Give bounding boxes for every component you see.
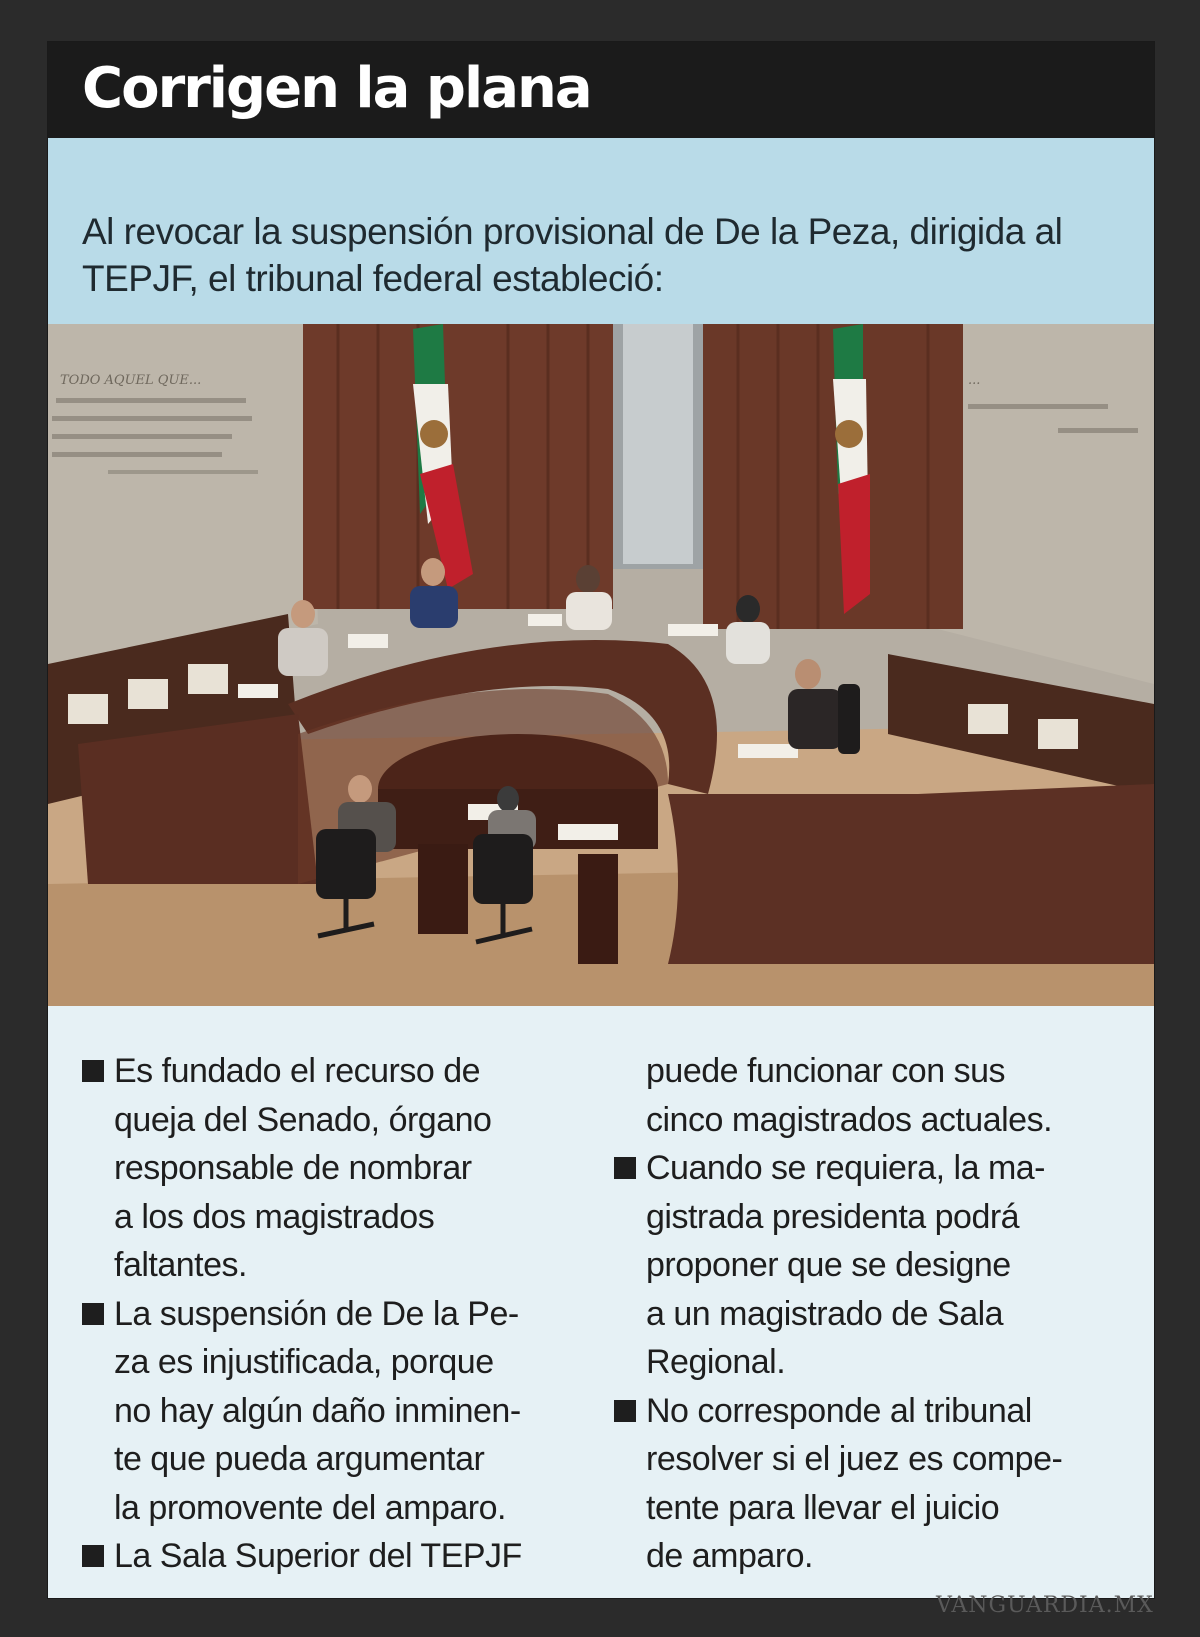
bullet-item — [82, 1532, 602, 1581]
bullet-text: queja del Senado, órgano — [114, 1100, 492, 1139]
bullet-continuation — [82, 1096, 602, 1145]
bullet-text: La suspensión de De la Pe- — [114, 1294, 519, 1333]
bullet-continuation — [614, 1241, 1144, 1290]
bullet-item — [614, 1387, 1144, 1436]
bullets-left-column — [82, 1047, 602, 1581]
bullet-square-icon — [82, 1545, 104, 1567]
bullet-text: proponer que se designe — [646, 1246, 1011, 1284]
bullet-continuation — [614, 1532, 1144, 1581]
bullet-continuation — [614, 1096, 1144, 1145]
bullet-text: resolver si el juez es compe- — [646, 1440, 1063, 1478]
bullet-text: a los dos magistrados — [114, 1197, 435, 1236]
bullet-square-icon — [614, 1157, 636, 1179]
bullet-text: a un magistrado de Sala — [646, 1294, 1004, 1333]
bullet-text: La Sala Superior del TEPJF — [114, 1537, 522, 1575]
bullet-continuation — [82, 1144, 602, 1193]
bullet-item — [614, 1144, 1144, 1193]
bullet-text: No corresponde al tribunal — [646, 1391, 1032, 1430]
bullet-text: faltantes. — [114, 1246, 247, 1284]
bullet-text: la promovente del amparo. — [114, 1488, 506, 1527]
bullet-text: puede funcionar con sus — [646, 1052, 1005, 1090]
bullet-square-icon — [82, 1060, 104, 1082]
title-bar — [48, 42, 1154, 138]
bullet-text: gistrada presidenta podrá — [646, 1197, 1020, 1236]
courtroom-photo — [48, 324, 1154, 1006]
bullet-continuation — [82, 1241, 602, 1290]
page-title: Corrigen la plana — [82, 56, 591, 121]
bullet-text: no hay algún daño inminen- — [114, 1391, 521, 1430]
subtitle-text: Al revocar la suspensión provisional de De la Peza, dirigida al TEPJF, el tribunal federal estableció: — [82, 211, 1063, 299]
bullet-continuation — [614, 1047, 1144, 1096]
bullet-continuation — [614, 1193, 1144, 1242]
bullet-continuation — [614, 1435, 1144, 1484]
bullet-text: te que pueda argumentar — [114, 1440, 485, 1478]
subtitle-box — [48, 138, 1154, 324]
bullet-continuation — [614, 1484, 1144, 1533]
bullet-text: responsable de nombrar — [114, 1149, 472, 1187]
bullet-continuation — [82, 1193, 602, 1242]
bullets-right-column — [614, 1047, 1144, 1581]
courtroom-illustration — [48, 324, 1154, 1006]
bullet-text: cinco magistrados actuales. — [646, 1100, 1053, 1139]
bullet-text: za es injustificada, porque — [114, 1343, 494, 1381]
bullet-continuation — [82, 1484, 602, 1533]
bullet-continuation — [614, 1338, 1144, 1387]
bullet-square-icon — [614, 1400, 636, 1422]
bullet-text: tente para llevar el juicio — [646, 1488, 1000, 1527]
wall-inscription-left: TODO AQUEL QUE... — [60, 373, 202, 388]
bullet-item — [82, 1047, 602, 1096]
infographic-card — [48, 42, 1154, 1598]
bullet-item — [82, 1290, 602, 1339]
bullet-text: Regional. — [646, 1343, 786, 1381]
bullet-continuation — [82, 1435, 602, 1484]
bullet-square-icon — [82, 1303, 104, 1325]
bullet-continuation — [82, 1387, 602, 1436]
bullet-continuation — [614, 1290, 1144, 1339]
bullet-text: de amparo. — [646, 1537, 813, 1575]
bullet-continuation — [82, 1338, 602, 1387]
bullet-text: Cuando se requiera, la ma- — [646, 1149, 1046, 1187]
bullet-text: Es fundado el recurso de — [114, 1052, 481, 1090]
wall-inscription-right: ... — [968, 373, 981, 388]
watermark-logo: VANGUARDIA.MX — [936, 1593, 1154, 1618]
